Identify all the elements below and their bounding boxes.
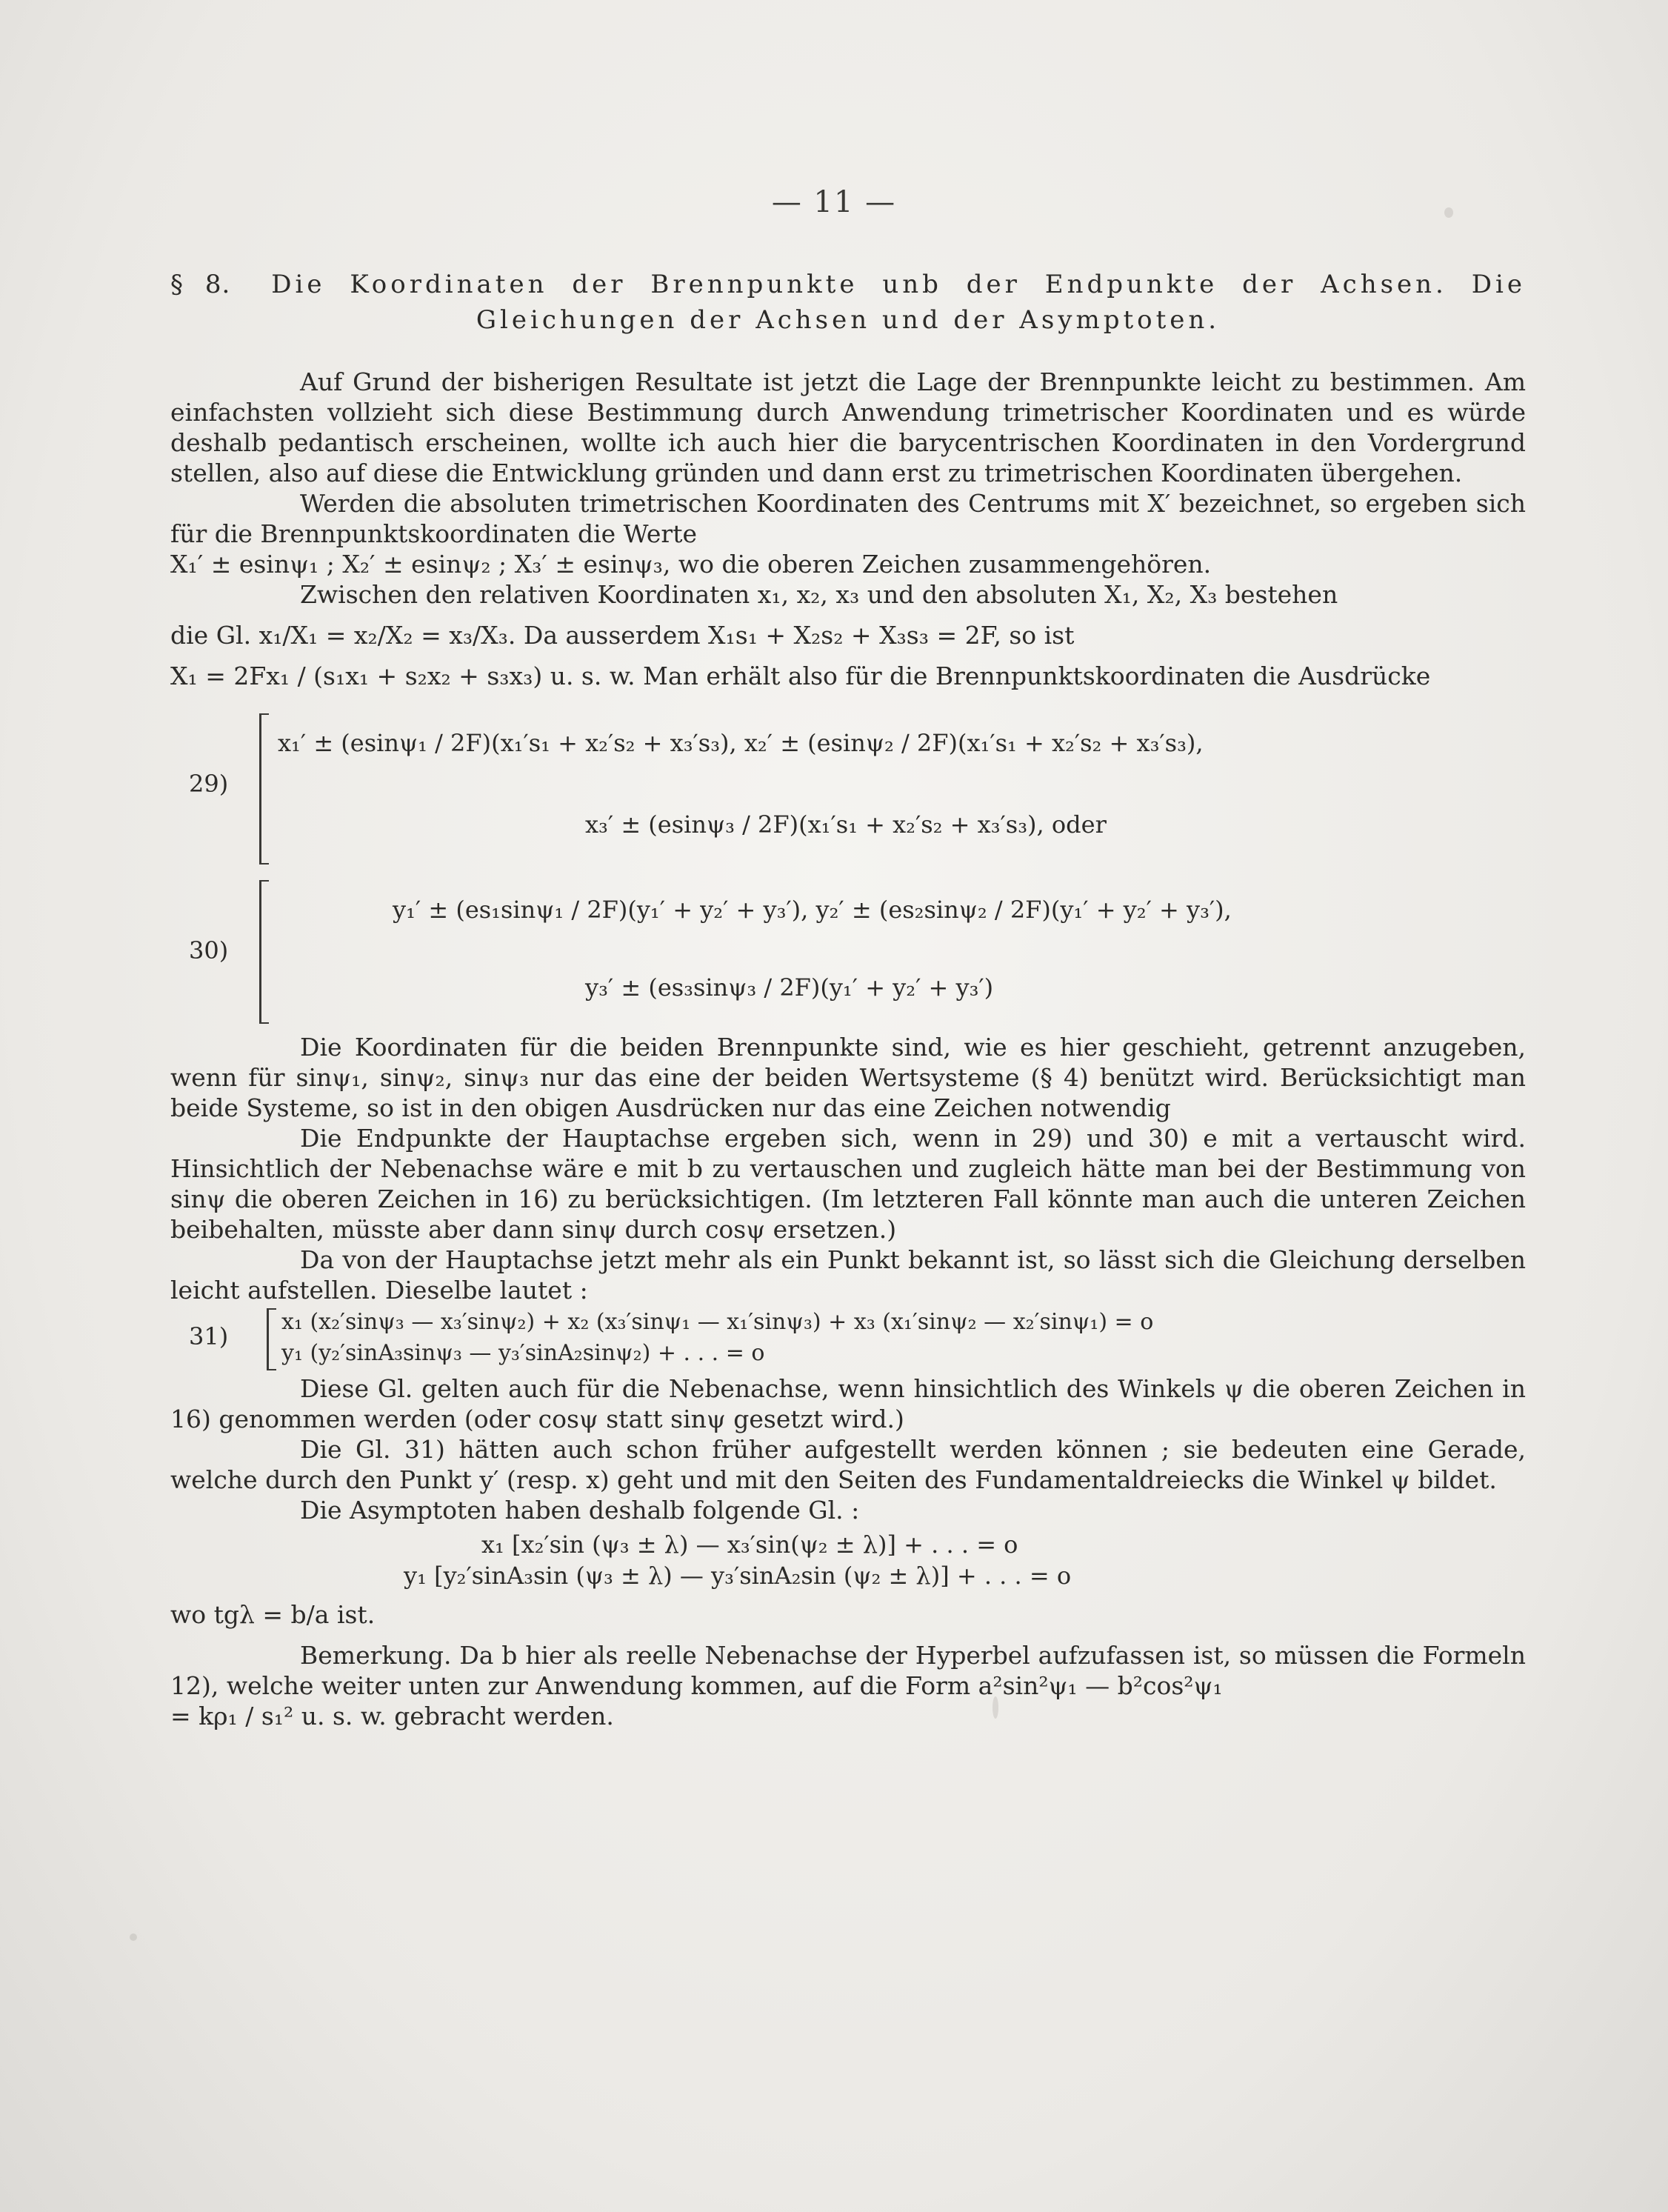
- ink-spot: [130, 1933, 137, 1941]
- equation-31: [170, 1305, 1526, 1373]
- paragraph: Bemerkung. Da b hier als reelle Nebenachse der Hyperbel aufzufassen ist, so müssen die Formeln 12), welche weiter unten zur Anwendung kommen, auf die Form a²sin²ψ₁ — b²cos²ψ₁: [170, 1641, 1526, 1700]
- formula-line: X₁′ ± esinψ₁ ; X₂′ ± esinψ₂ ; X₃′ ± esinψ₃, wo die oberen Zeichen zusammengehören.: [170, 550, 1212, 579]
- paragraph: Diese Gl. gelten auch für die Nebenachse, wenn hinsichtlich des Winkels ψ die oberen Zeichen in 16) genommen werden (oder cosψ statt sinψ gesetzt wird.): [170, 1374, 1526, 1433]
- equation-number: 31): [189, 1322, 229, 1350]
- page-number: — 11 —: [771, 185, 897, 219]
- equation-line: y₁ (y₂′sinA₃sinψ₃ — y₃′sinA₂sinψ₂) + . . . = o: [281, 1340, 765, 1366]
- equation-line: x₁′ ± (esinψ₁ / 2F)(x₁′s₁ + x₂′s₂ + x₃′s₃), x₂′ ± (esinψ₂ / 2F)(x₁′s₁ + x₂′s₂ + x₃′s₃),: [278, 729, 1204, 757]
- equation-29: [170, 706, 1526, 876]
- paragraph: Die Koordinaten für die beiden Brennpunkte sind, wie es hier geschieht, getrennt anzugeben, wenn für sinψ₁, sinψ₂, sinψ₃ nur das eine der beiden Wertsysteme (§ 4) benützt wird. Berücksichtigt man beide Systeme, so ist in den obigen Ausdrücken nur das eine Zeichen notwendig: [170, 1033, 1526, 1122]
- paragraph: Die Asymptoten haben deshalb folgende Gl. :: [300, 1496, 860, 1525]
- formula-line: = kρ₁ / s₁² u. s. w. gebracht werden.: [170, 1702, 614, 1730]
- formula-line: die Gl. x₁/X₁ = x₂/X₂ = x₃/X₃. Da ausserdem X₁s₁ + X₂s₂ + X₃s₃ = 2F, so ist: [170, 621, 1075, 650]
- section-number: § 8.: [170, 270, 231, 299]
- formula-line: X₁ = 2Fx₁ / (s₁x₁ + s₂x₂ + s₃x₃) u. s. w. Man erhält also für die Brennpunktskoordinaten die Ausdrücke: [170, 662, 1431, 690]
- equation-line: x₁ (x₂′sinψ₃ — x₃′sinψ₂) + x₂ (x₃′sinψ₁ — x₁′sinψ₃) + x₃ (x₁′sinψ₂ — x₂′sinψ₁) = o: [281, 1309, 1154, 1335]
- equation-number: 29): [189, 770, 229, 798]
- paragraph: Die Gl. 31) hätten auch schon früher aufgestellt werden können ; sie bedeuten eine Gerade, welche durch den Punkt y′ (resp. x) geht und mit den Seiten des Fundamentaldreiecks die Winkel ψ bildet.: [170, 1435, 1526, 1494]
- paragraph: Die Endpunkte der Hauptachse ergeben sich, wenn in 29) und 30) e mit a vertauscht wird. Hinsichtlich der Nebenachse wäre e mit b zu vertauschen und zugleich hätte man bei der Bestimmung von sinψ die oberen Zeichen in 16) zu berücksichtigen. (Im letzteren Fall könnte man auch die unteren Zeichen beibehalten, müsste aber dann sinψ durch cosψ ersetzen.): [170, 1124, 1526, 1244]
- equation-line: x₃′ ± (esinψ₃ / 2F)(x₁′s₁ + x₂′s₂ + x₃′s₃), oder: [585, 810, 1107, 839]
- paragraph: Werden die absoluten trimetrischen Koordinaten des Centrums mit X′ bezeichnet, so ergeben sich für die Brennpunktskoordinaten die Werte: [170, 489, 1526, 548]
- paragraph: Zwischen den relativen Koordinaten x₁, x₂, x₃ und den absoluten X₁, X₂, X₃ bestehen: [300, 580, 1338, 609]
- body-text: [170, 367, 1526, 1731]
- equation-line: y₁′ ± (es₁sinψ₁ / 2F)(y₁′ + y₂′ + y₃′), y₂′ ± (es₂sinψ₂ / 2F)(y₁′ + y₂′ + y₃′),: [393, 896, 1232, 924]
- equation-number: 30): [189, 936, 229, 965]
- brace: [259, 713, 269, 865]
- equation-line: x₁ [x₂′sin (ψ₃ ± λ) — x₃′sin(ψ₂ ± λ)] + . . . = o: [481, 1530, 1018, 1559]
- paragraph: Da von der Hauptachse jetzt mehr als ein Punkt bekannt ist, so lässt sich die Gleichung derselben leicht aufstellen. Dieselbe lautet :: [170, 1245, 1526, 1305]
- equation-30: [170, 876, 1526, 1032]
- paragraph: Auf Grund der bisherigen Resultate ist jetzt die Lage der Brennpunkte leicht zu bestimmen. Am einfachsten vollzieht sich diese Bestimmung durch Anwendung trimetrischer Koordinaten und es würde deshalb pedantisch erscheinen, wollte ich auch hier die barycentrischen Koordinaten in den Vordergrund stellen, also auf diese die Entwicklung gründen und dann erst zu trimetrischen Koordinaten übergehen.: [170, 367, 1526, 487]
- asymptote-equations: [170, 1525, 1526, 1593]
- section-title: Die Koordinaten der Brennpunkte unb der Endpunkte der Achsen. Die Gleichungen der Achsen und der Asymptoten.: [271, 270, 1526, 335]
- formula-line: wo tgλ = b/a ist.: [170, 1600, 376, 1629]
- brace: [267, 1308, 276, 1370]
- brace: [259, 880, 269, 1024]
- section-heading: [170, 267, 1526, 338]
- equation-line: y₁ [y₂′sinA₃sin (ψ₃ ± λ) — y₃′sinA₂sin (ψ₂ ± λ)] + . . . = o: [404, 1562, 1072, 1590]
- equation-line: y₃′ ± (es₃sinψ₃ / 2F)(y₁′ + y₂′ + y₃′): [585, 973, 994, 1002]
